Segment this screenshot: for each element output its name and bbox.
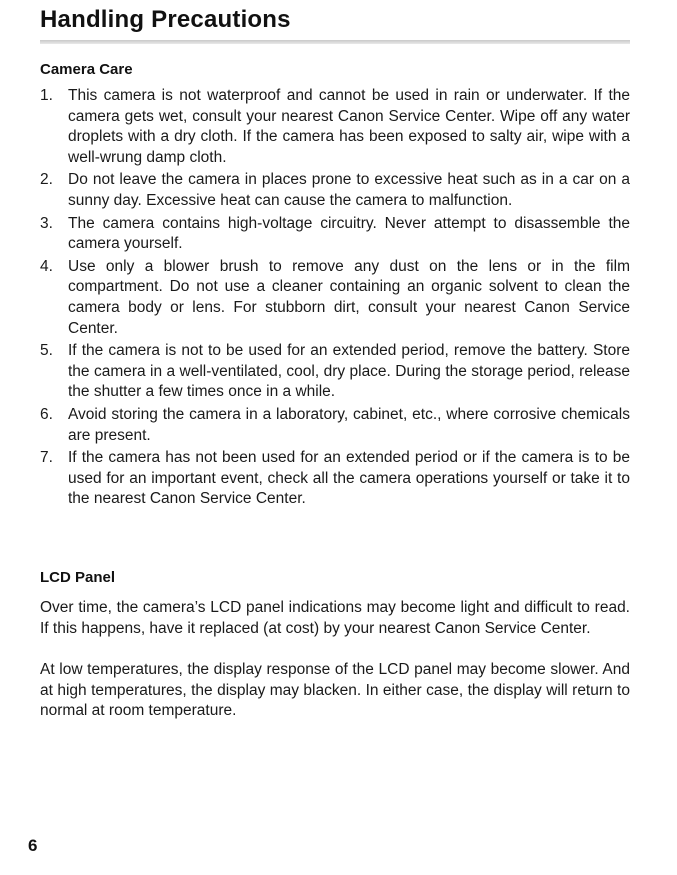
list-item-text: The camera contains high-voltage circuitry. Never attempt to disassemble the camera yourself.: [68, 214, 630, 253]
list-item-text: If the camera is not to be used for an extended period, remove the battery. Store the camera in a well-ventilated, cool, dry place. During the storage period, release the shutter a few times once in a while.: [68, 342, 630, 401]
list-item-number: 6.: [40, 405, 53, 423]
list-item: [40, 448, 630, 510]
list-item-number: 7.: [40, 449, 53, 467]
list-item-text: This camera is not waterproof and cannot be used in rain or underwater. If the camera gets wet, consult your nearest Canon Service Center. Wipe off any water droplets with a dry cloth. If the camera has been exposed to salty air, wipe with a well-wrung damp cloth.: [68, 87, 630, 166]
list-item: [40, 214, 630, 255]
lcd-paragraph-1: Over time, the camera’s LCD panel indications may become light and difficult to read. If this happens, have it replaced (at cost) by your nearest Canon Service Center.: [40, 599, 630, 637]
lcd-paragraph-2: At low temperatures, the display response of the LCD panel may become slower. And at high temperatures, the display may blacken. In either case, the display will return to normal at room temperature.: [40, 661, 630, 720]
camera-care-list: [40, 86, 630, 512]
list-item-number: 5.: [40, 342, 53, 360]
list-item-number: 2.: [40, 171, 53, 189]
page-number: 6: [28, 836, 38, 855]
list-item-number: 3.: [40, 214, 53, 232]
list-item-text: If the camera has not been used for an extended period or if the camera is to be used for an important event, check all the camera operations yourself or take it to the nearest Canon Service Center.: [68, 449, 630, 508]
list-item-text: Do not leave the camera in places prone to excessive heat such as in a car on a sunny day. Excessive heat can cause the camera to malfunction.: [68, 171, 630, 209]
list-item-number: 4.: [40, 257, 53, 275]
list-item: [40, 405, 630, 446]
list-item: [40, 341, 630, 403]
section-heading-camera-care: Camera Care: [40, 61, 133, 78]
list-item-number: 1.: [40, 87, 53, 104]
list-item: [40, 257, 630, 339]
page-title: Handling Precautions: [40, 6, 291, 33]
list-item: [40, 170, 630, 211]
list-item-text: Use only a blower brush to remove any dust on the lens or in the film compartment. Do not use a cleaner containing an organic solvent to clean the camera body or lens. For stubborn dirt, consult your nearest Canon Service Center.: [68, 257, 630, 337]
title-underline-rule: [40, 40, 630, 44]
section-heading-lcd-panel: LCD Panel: [40, 569, 116, 586]
list-item: [40, 86, 630, 168]
list-item-text: Avoid storing the camera in a laboratory, cabinet, etc., where corrosive chemicals are present.: [68, 405, 630, 444]
